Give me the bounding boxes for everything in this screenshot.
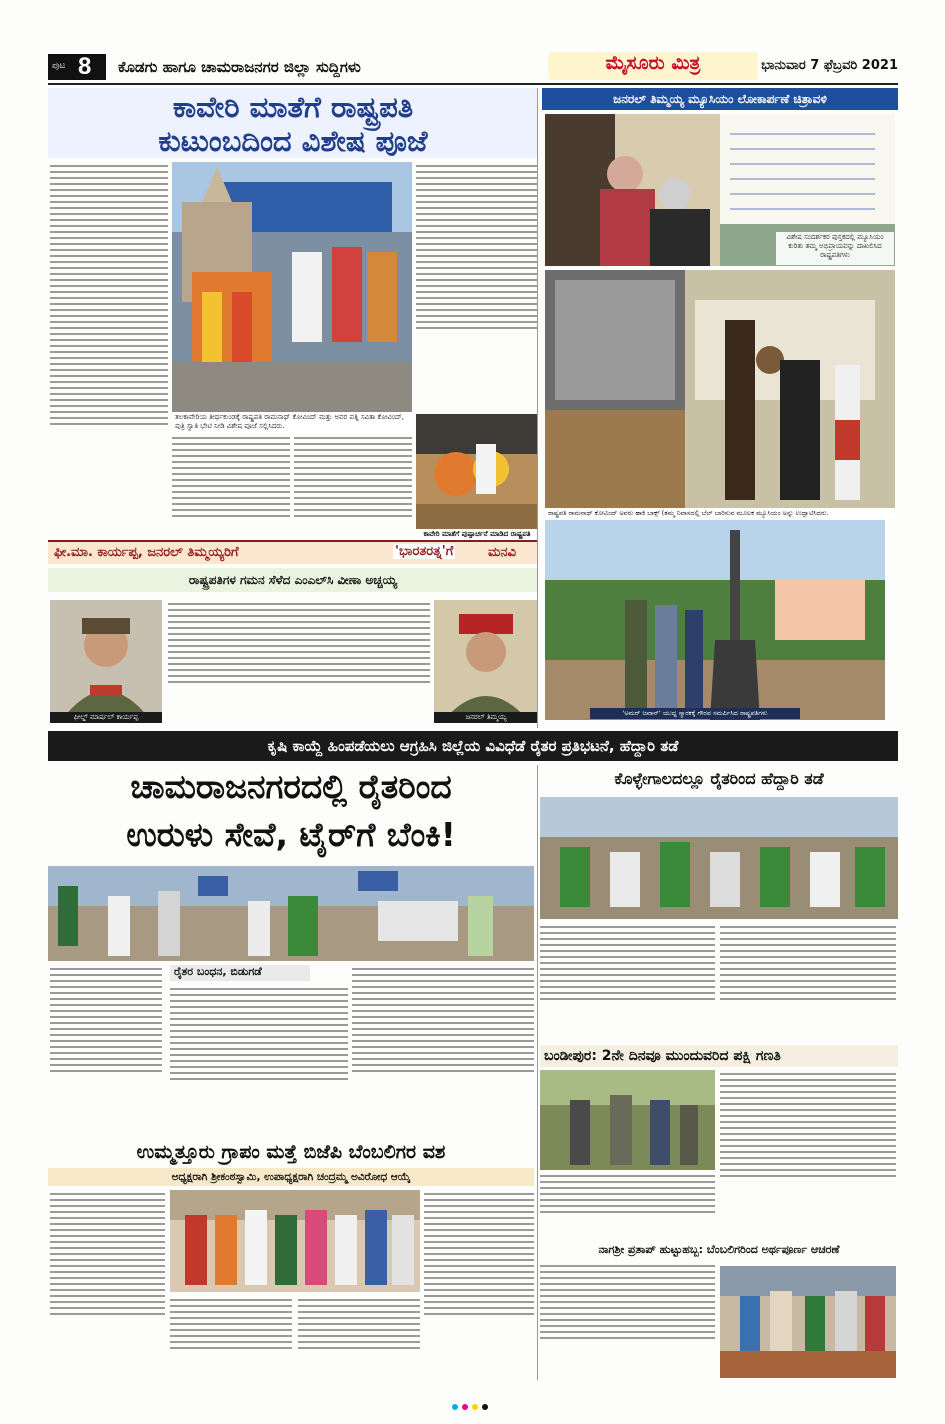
- bharatratna-headline-part1: ಫೀ.ಮಾ. ಕಾರ್ಯಪ್ಪ, ಜನರಲ್ ತಿಮ್ಮಯ್ಯರಿಗೆ: [54, 545, 239, 560]
- chamarajanagar-text-column-1: [50, 965, 162, 1133]
- kaveri-headline: [48, 88, 538, 158]
- museum-banner-text: ಜನರಲ್ ತಿಮ್ಮಯ್ಯ ಮ್ಯೂಸಿಯಂ ಲೋಕಾರ್ಪಣೆ ಚಿತ್ರಾವಳಿ: [613, 92, 827, 106]
- flower-offering-image: [416, 414, 538, 529]
- kollegala-text-column-2: [720, 923, 896, 1043]
- bell-ringing-photo: [545, 270, 895, 508]
- visitors-book-caption: ವಿಶೇಷ ಸಂದರ್ಶಕರ ಪುಸ್ತಕದಲ್ಲಿ ಮ್ಯೂಸಿಯಂ ಕುರಿತು ತಮ್ಮ ಅಭಿಪ್ರಾಯವನ್ನು ದಾಖಲಿಸಿದ ರಾಷ್ಟ್ರಪತಿಗಳು: [776, 232, 894, 265]
- ummathur-text-column-2: [170, 1296, 292, 1380]
- kollegala-text-column-1: [540, 923, 715, 1043]
- arrest-subhead: ರೈತರ ಬಂಧನ, ಬಿಡುಗಡೆ: [170, 965, 310, 981]
- farmers-strip-text: ಕೃಷಿ ಕಾಯ್ದೆ ಹಿಂಪಡೆಯಲು ಆಗ್ರಹಿಸಿ ಜಿಲ್ಲೆಯ ವಿವಿಧೆಡೆ ರೈತರ ಪ್ರತಿಭಟನೆ, ಹೆದ್ದಾರಿ ತಡೆ: [267, 737, 679, 755]
- page-number-badge: [48, 54, 106, 80]
- nagashri-text-column: [540, 1262, 715, 1380]
- kollegala-protest-image: [540, 797, 898, 919]
- ummathur-headline: ಉಮ್ಮತ್ತೂರು ಗ್ರಾಪಂ ಮತ್ತೆ ಬಿಜೆಪಿ ಬೆಂಬಲಿಗರ ವಶ: [136, 1141, 446, 1163]
- amar-jawan-caption: 'ಅಮರ್ ಜವಾನ್' ಯುದ್ಧ ಸ್ಮಾರಕಕ್ಕೆ ಗೌರವ ಸಮರ್ಪಿಸಿದ ರಾಷ್ಟ್ರಪತಿಗಳು: [590, 708, 800, 719]
- registration-mark-black: [482, 1404, 488, 1410]
- amar-jawan-image: [545, 520, 885, 720]
- registration-mark-yellow: [472, 1404, 478, 1410]
- paper-name: ಮೈಸೂರು ಮಿತ್ರ: [548, 52, 758, 80]
- ummathur-panchayat-image: [170, 1190, 420, 1292]
- cariappa-portrait-image: [50, 600, 162, 722]
- ummathur-text-column-1: [50, 1190, 165, 1380]
- talakaveri-photo-caption: ತಲಕಾವೇರಿಯ ತೀರ್ಥಕುಂಡಕ್ಕೆ ರಾಷ್ಟ್ರಪತಿ ರಾಮನಾಥ್ ಕೋವಿಂದ್ ಮತ್ತು ಅವರ ಪತ್ನಿ ಸವಿತಾ ಕೋವಿಂದ್, ಪುತ್ರಿ ಸ್ವಾತಿ ಭೇಟಿ ನೀಡಿ ವಿಶೇಷ ಪೂಜೆ ಸಲ್ಲಿಸಿದರು.: [172, 412, 412, 432]
- chamarajanagar-headline-line2: ಉರುಳು ಸೇವೆ, ಟೈರ್‌ಗೆ ಬೆಂಕಿ!: [126, 815, 456, 854]
- page-number: 8: [78, 53, 92, 80]
- bharatratna-headline-highlight: 'ಭಾರತರತ್ನ'ಗೆ: [395, 544, 454, 559]
- ummathur-text-column-3: [298, 1296, 420, 1380]
- thimmayya-portrait-caption: ಜನರಲ್ ತಿಮ್ಮಯ್ಯ: [434, 712, 538, 723]
- registration-mark-cyan: [452, 1404, 458, 1410]
- nagashri-headline: ನಾಗಶ್ರೀ ಪ್ರತಾಪ್ ಹುಟ್ಟುಹಬ್ಬ: ಬೆಂಬಲಿಗರಿಂದ ಅರ್ಥಪೂರ್ಣ ಆಚರಣೆ: [598, 1243, 840, 1256]
- kaveri-text-column-1: [50, 162, 168, 557]
- bharatratna-headline: [48, 540, 538, 564]
- masthead-rule: [48, 83, 898, 85]
- bandipur-bird-census-photo: [540, 1070, 715, 1170]
- kaveri-headline-line1: ಕಾವೇರಿ ಮಾತೆಗೆ ರಾಷ್ಟ್ರಪತಿ: [172, 90, 414, 124]
- page-label: ಪುಟ: [52, 61, 66, 71]
- flower-offering-photo: [416, 414, 538, 529]
- chamarajanagar-text-column-3: [352, 965, 534, 1133]
- bell-ringing-caption: ರಾಷ್ಟ್ರಪತಿ ರಾಮನಾಥ್ ಕೋವಿಂದ್ ಅವರು ಹಾಕಿ ಬಾಕ್ಸ್ (ತಮ್ಮ ನಿವಾಸದಲ್ಲಿ ಬೆಲ್ ಬಾರಿಸುವ ಮೂಲಕ ಮ್ಯೂಸಿಯಂ ಅನ್ನು ಉದ್ಘಾಟಿಸಿದರು.: [545, 508, 895, 518]
- thimmayya-portrait: [434, 600, 538, 722]
- kaveri-text-column-4: [416, 162, 538, 412]
- bandipur-text-under-photo: [540, 1172, 715, 1237]
- thimmayya-portrait-image: [434, 600, 538, 722]
- flower-offering-caption: ಕಾವೇರಿ ಮಾತೆಗೆ ಪುಷ್ಪಾರ್ಚನೆ ಮಾಡಿದ ರಾಷ್ಟ್ರಪತಿ: [416, 529, 538, 557]
- kaveri-text-column-3: [294, 434, 412, 557]
- kaveri-text-column-2: [172, 434, 290, 557]
- chamarajanagar-protest-photo: [48, 866, 534, 961]
- issue-date: ಭಾನುವಾರ 7 ಫೆಬ್ರವರಿ 2021: [761, 58, 898, 73]
- ummathur-subhead: ಅಧ್ಯಕ್ಷರಾಗಿ ಶ್ರೀಕಂಠಸ್ವಾಮಿ, ಉಪಾಧ್ಯಕ್ಷರಾಗಿ ಚಂದ್ರಮ್ಮ ಅವಿರೋಧ ಆಯ್ಕೆ: [48, 1168, 534, 1186]
- bell-ringing-image: [545, 270, 895, 508]
- center-column-rule: [537, 88, 538, 728]
- section-title: ಕೊಡಗು ಹಾಗೂ ಚಾಮರಾಜನಗರ ಜಿಲ್ಲಾ ಸುದ್ದಿಗಳು: [118, 58, 361, 76]
- bandipur-headline: ಬಂಡೀಪುರ: 2ನೇ ದಿನವೂ ಮುಂದುವರಿದ ಪಕ್ಷಿ ಗಣತಿ: [540, 1045, 898, 1067]
- talakaveri-puja-photo: [172, 162, 412, 412]
- bharatratna-subhead: ರಾಷ್ಟ್ರಪತಿಗಳ ಗಮನ ಸೆಳೆದ ಎಂಎಲ್‌ಸಿ ವೀಣಾ ಅಚ್ಚಯ್ಯ: [48, 568, 538, 592]
- chamarajanagar-protest-image: [48, 866, 534, 961]
- bandipur-bird-census-image: [540, 1070, 715, 1170]
- ummathur-text-column-4: [424, 1190, 534, 1380]
- bandipur-text-column: [720, 1070, 896, 1237]
- chamarajanagar-text-column-2: [170, 985, 348, 1133]
- cariappa-portrait-caption: ಫೀಲ್ಡ್ ಮಾರ್ಷಲ್ ಕಾರ್ಯಪ್ಪ: [50, 712, 162, 723]
- farmers-strip: [48, 731, 898, 761]
- ummathur-panchayat-photo: [170, 1190, 420, 1292]
- nagashri-birthday-photo: [720, 1266, 896, 1378]
- registration-mark-magenta: [462, 1404, 468, 1410]
- bharatratna-text-column: [168, 600, 430, 725]
- kollegala-protest-photo: [540, 797, 898, 919]
- museum-banner: [542, 88, 898, 110]
- amar-jawan-photo: [545, 520, 885, 720]
- lower-column-rule: [537, 765, 538, 1380]
- nagashri-birthday-image: [720, 1266, 896, 1378]
- kollegala-headline: ಕೊಳ್ಳೇಗಾಲದಲ್ಲೂ ರೈತರಿಂದ ಹೆದ್ದಾರಿ ತಡೆ: [614, 769, 824, 788]
- chamarajanagar-headline-line1: ಚಾಮರಾಜನಗರದಲ್ಲಿ ರೈತರಿಂದ: [130, 767, 452, 806]
- kaveri-headline-line2: ಕುಟುಂಬದಿಂದ ವಿಶೇಷ ಪೂಜೆ: [158, 124, 428, 158]
- bharatratna-headline-part2: ಮನವಿ: [488, 545, 516, 560]
- chamarajanagar-headline: [48, 765, 534, 863]
- masthead: [48, 52, 898, 82]
- cariappa-portrait: [50, 600, 162, 722]
- talakaveri-puja-image: [172, 162, 412, 412]
